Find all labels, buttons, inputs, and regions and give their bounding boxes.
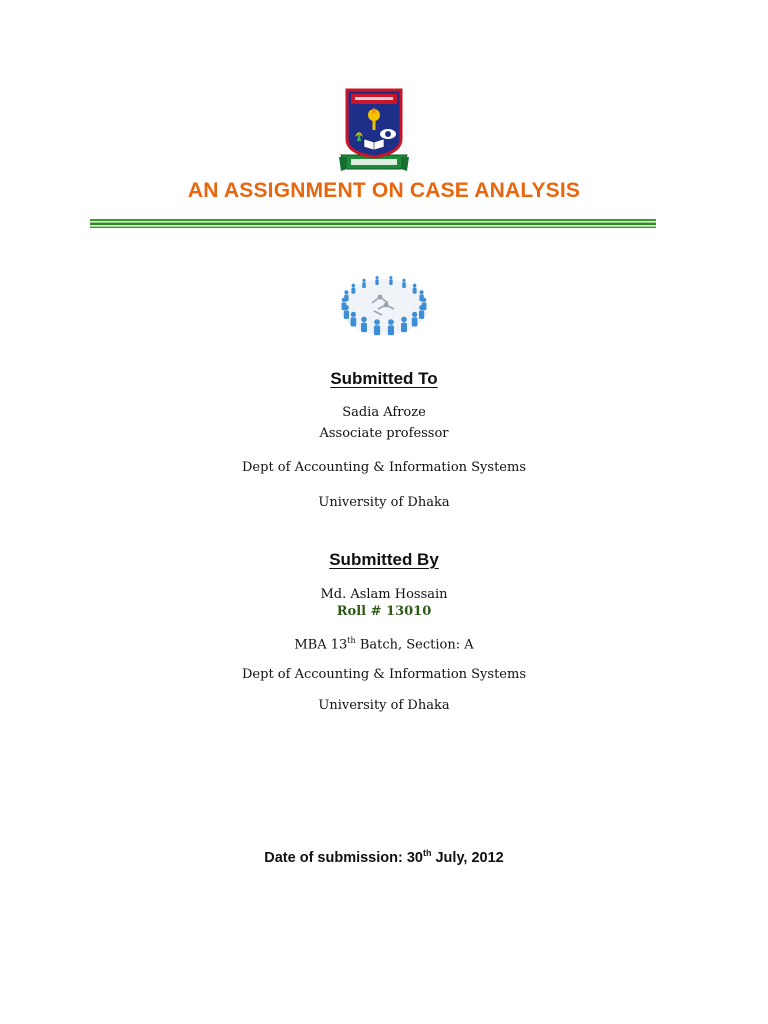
person-figure-icon bbox=[374, 319, 380, 335]
submission-date-prefix: Date of submission: 30 bbox=[264, 849, 423, 866]
person-figure-icon bbox=[401, 317, 407, 333]
submission-date-superscript: th bbox=[422, 848, 432, 858]
submitted-by-name: Md. Aslam Hossain bbox=[320, 587, 448, 602]
batch-suffix: Batch, Section: A bbox=[355, 637, 474, 653]
title-text: AN ASSIGNMENT ON CASE ANALYSIS bbox=[187, 179, 581, 202]
roll-number: Roll # 13010 bbox=[336, 604, 432, 619]
person-figure-icon bbox=[375, 276, 378, 285]
submitted-to-heading bbox=[0, 369, 768, 389]
title-divider bbox=[90, 214, 656, 224]
person-figure-icon bbox=[361, 317, 367, 333]
university-crest-icon bbox=[337, 87, 411, 175]
submission-date-suffix: July, 2012 bbox=[431, 849, 504, 866]
person-figure-icon bbox=[362, 279, 366, 288]
person-figure-icon bbox=[413, 284, 417, 294]
people-circle-icon bbox=[334, 263, 434, 341]
submitted-by-heading bbox=[0, 550, 768, 570]
person-figure-icon bbox=[402, 279, 406, 288]
submission-date bbox=[0, 848, 768, 866]
person-figure-icon bbox=[419, 305, 424, 319]
batch-superscript: th bbox=[347, 636, 356, 645]
person-figure-icon bbox=[419, 290, 423, 301]
person-figure-icon bbox=[388, 319, 394, 335]
submitted-to-department: Dept of Accounting & Information Systems bbox=[242, 460, 526, 475]
person-figure-icon bbox=[344, 290, 348, 301]
submitted-by-university: University of Dhaka bbox=[318, 698, 450, 713]
page-title bbox=[0, 179, 768, 203]
person-figure-icon bbox=[351, 312, 357, 327]
submitted-to-heading-text: Submitted To bbox=[330, 369, 438, 388]
batch-prefix: MBA 13 bbox=[294, 637, 348, 653]
submitted-to-university: University of Dhaka bbox=[318, 495, 450, 510]
submitted-by-department: Dept of Accounting & Information Systems bbox=[242, 667, 526, 682]
person-figure-icon bbox=[389, 276, 392, 285]
submitted-by-heading-text: Submitted By bbox=[329, 550, 439, 569]
person-figure-icon bbox=[412, 312, 418, 327]
submitted-to-designation: Associate professor bbox=[319, 426, 449, 441]
batch-section bbox=[0, 636, 768, 652]
person-figure-icon bbox=[351, 284, 355, 294]
submitted-to-name: Sadia Afroze bbox=[342, 405, 426, 420]
